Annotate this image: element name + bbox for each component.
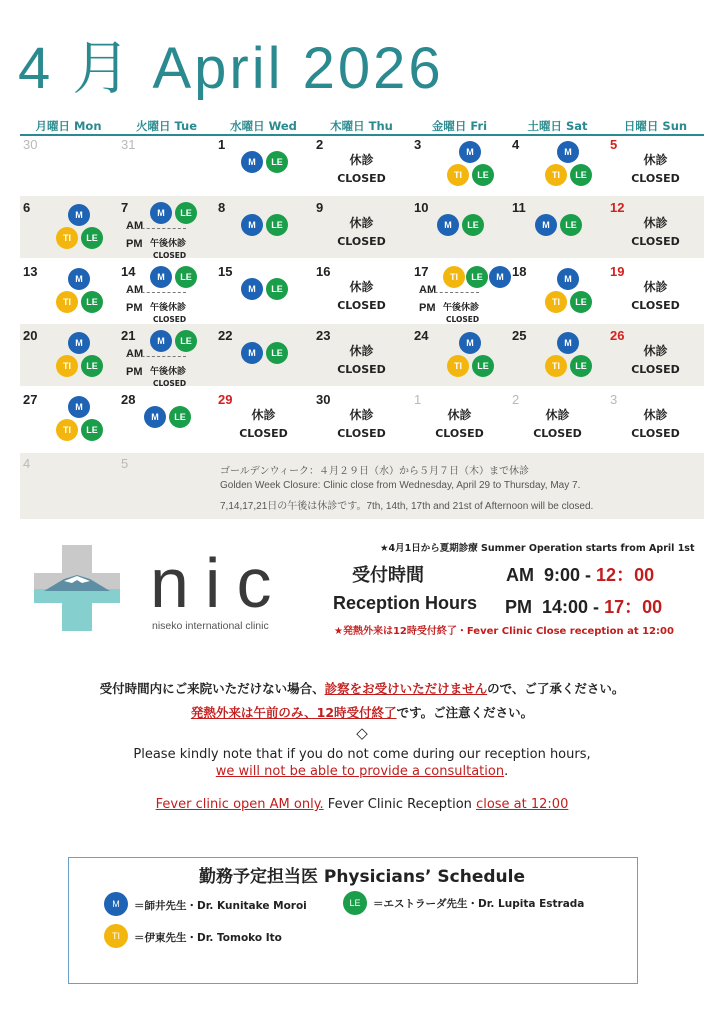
day-cell (118, 390, 215, 452)
day-number: 10 (414, 200, 429, 215)
day-number: 17 (414, 264, 429, 279)
le-badge: LE (81, 227, 103, 249)
diamond-separator: ◇ (356, 724, 368, 742)
message-emphasis: 診察をお受けいただけません (324, 681, 488, 696)
weekday-wed: 水曜日 Wed (230, 119, 297, 133)
day-cell (118, 198, 215, 260)
day-cell (607, 262, 704, 324)
closed-label-en: CLOSED (533, 427, 582, 440)
ti-badge: TI (56, 355, 78, 377)
golden-week-note-en: Golden Week Closure: Clinic close from Wednesday, April 29 to Thursday, May 7. (220, 480, 581, 491)
legend-m-badge: M (104, 892, 128, 916)
legend-m-text: ＝師井先生・Dr. Kunitake Moroi (134, 900, 307, 912)
pm-closed-en: CLOSED (446, 315, 480, 324)
pm-label: PM (419, 302, 436, 314)
day-cell (118, 262, 215, 324)
day-cell (607, 390, 704, 452)
day-number: 8 (218, 200, 226, 215)
closed-label-ja: 休診 (545, 408, 570, 422)
weekday-mon: 月曜日 Mon (35, 119, 102, 133)
day-cell (411, 326, 508, 388)
m-badge: M (557, 268, 579, 290)
ti-badge: TI (545, 164, 567, 186)
day-cell (607, 326, 704, 388)
ti-badge: TI (443, 266, 465, 288)
legend-le-text: ＝エストラーダ先生・Dr. Lupita Estrada (373, 898, 585, 910)
day-number: 23 (316, 328, 331, 343)
day-cell (509, 326, 606, 388)
m-badge: M (489, 266, 511, 288)
message-text: 受付時間内にご来院いただけない場合、 (99, 681, 325, 696)
day-cell (411, 262, 508, 324)
le-badge: LE (472, 164, 494, 186)
day-number: 14 (121, 264, 136, 279)
ti-badge: TI (56, 419, 78, 441)
clinic-logo-text: nic (150, 544, 288, 622)
day-number: 4 (23, 456, 31, 471)
m-badge: M (68, 332, 90, 354)
pm-label: PM (126, 302, 143, 314)
day-number: 31 (121, 137, 136, 152)
day-number: 24 (414, 328, 429, 343)
pm-closed-ja: 午後休診 (150, 367, 187, 377)
closed-label-ja: 休診 (643, 153, 668, 167)
closed-label-en: CLOSED (631, 172, 680, 185)
day-cell (509, 198, 606, 260)
afternoon-closed-note: 7,14,17,21日の午後は休診です。7th, 14th, 17th and 21st of Afternoon will be closed. (220, 501, 594, 512)
closed-label-ja: 休診 (447, 408, 472, 422)
reception-label-ja: 受付時間 (352, 565, 424, 585)
message-text: . (504, 764, 509, 779)
pm-hours (505, 593, 662, 619)
closed-label-en: CLOSED (631, 363, 680, 376)
day-cell (313, 262, 410, 324)
closed-label-en: CLOSED (337, 427, 386, 440)
message-emphasis: 発熱外来は午前のみ、12時受付終了 (190, 705, 397, 720)
weekday-sat: 土曜日 Sat (527, 119, 588, 133)
reception-label-en: Reception Hours (333, 593, 478, 613)
day-number: 20 (23, 328, 38, 343)
closed-label-en: CLOSED (631, 427, 680, 440)
le-badge: LE (570, 355, 592, 377)
ti-badge: TI (545, 355, 567, 377)
day-cell (215, 198, 312, 260)
m-badge: M (150, 202, 172, 224)
day-cell (20, 135, 117, 197)
day-cell (607, 135, 704, 197)
day-number: 19 (610, 264, 625, 279)
day-cell (509, 135, 606, 197)
pm-label: PM (126, 238, 143, 250)
closed-label-en: CLOSED (239, 427, 288, 440)
m-badge: M (68, 204, 90, 226)
message-text: Fever Clinic Reception (323, 797, 477, 812)
day-cell (215, 135, 312, 197)
day-cell (118, 326, 215, 388)
le-badge: LE (81, 419, 103, 441)
day-number: 30 (316, 392, 331, 407)
day-number: 4 (512, 137, 520, 152)
day-number: 1 (414, 392, 422, 407)
closed-label-ja: 休診 (349, 280, 374, 294)
am-label: AM (126, 348, 144, 360)
pm-label: PM (505, 597, 532, 617)
am-end: 12：00 (596, 565, 655, 585)
legend-ti-badge: TI (104, 924, 128, 948)
closed-label-ja: 休診 (349, 408, 374, 422)
am-divider (126, 292, 186, 293)
closed-label-ja: 休診 (251, 408, 276, 422)
day-number: 2 (316, 137, 324, 152)
le-badge: LE (266, 151, 288, 173)
day-cell (509, 262, 606, 324)
closed-label-en: CLOSED (337, 299, 386, 312)
day-cell (20, 326, 117, 388)
message-text: です。ご注意ください。 (396, 705, 534, 720)
day-cell (118, 135, 215, 197)
m-badge: M (557, 332, 579, 354)
pm-closed-en: CLOSED (153, 379, 187, 388)
pm-closed-ja: 午後休診 (150, 303, 187, 313)
ti-badge: TI (56, 291, 78, 313)
m-badge: M (241, 342, 263, 364)
legend-le-badge: LE (343, 891, 367, 915)
weekday-tue: 火曜日 Tue (135, 119, 198, 133)
day-cell (313, 390, 410, 452)
day-cell (607, 198, 704, 260)
day-cell (20, 390, 117, 452)
pm-closed-ja: 午後休診 (443, 303, 480, 313)
le-badge: LE (570, 291, 592, 313)
day-cell (20, 198, 117, 260)
am-divider (126, 356, 186, 357)
m-badge: M (557, 141, 579, 163)
day-number: 15 (218, 264, 233, 279)
closed-label-en: CLOSED (435, 427, 484, 440)
le-badge: LE (169, 406, 191, 428)
ti-badge: TI (56, 227, 78, 249)
le-badge: LE (472, 355, 494, 377)
closed-label-ja: 休診 (643, 344, 668, 358)
message-line-4 (0, 764, 724, 779)
day-cell (20, 454, 117, 516)
golden-week-note-ja: ゴールデンウィーク：４月２９日（水）から５月７日（木）まで休診 (220, 466, 529, 477)
day-cell (313, 198, 410, 260)
am-hours (506, 561, 654, 587)
page-title: 4 月 April 2026 (18, 36, 444, 101)
message-line-3: Please kindly note that if you do not come during our reception hours, (133, 747, 591, 762)
day-cell (411, 135, 508, 197)
ti-badge: TI (545, 291, 567, 313)
summer-operation-note: ★4月1日から夏期診療 Summer Operation starts from April 1st (380, 543, 695, 554)
closed-label-ja: 休診 (349, 216, 374, 230)
clinic-cross-logo (34, 545, 120, 631)
am-start: 9:00 - (544, 565, 597, 585)
le-badge: LE (266, 342, 288, 364)
fever-clinic-note: ★発熱外来は12時受付終了・Fever Clinic Close reception at 12:00 (334, 626, 674, 637)
closed-label-en: CLOSED (337, 235, 386, 248)
day-cell (118, 454, 215, 516)
le-badge: LE (175, 202, 197, 224)
pm-closed-en: CLOSED (153, 251, 187, 260)
closed-label-ja: 休診 (349, 153, 374, 167)
day-cell (411, 390, 508, 452)
m-badge: M (437, 214, 459, 236)
closed-label-en: CLOSED (337, 363, 386, 376)
day-number: 16 (316, 264, 331, 279)
day-number: 12 (610, 200, 625, 215)
day-number: 1 (218, 137, 226, 152)
pm-closed-en: CLOSED (153, 315, 187, 324)
am-label: AM (126, 220, 144, 232)
am-label: AM (419, 284, 437, 296)
am-divider (126, 228, 186, 229)
legend-title: 勤務予定担当医 Physicians’ Schedule (198, 867, 526, 887)
day-number: 28 (121, 392, 136, 407)
ti-badge: TI (447, 164, 469, 186)
day-number: 18 (512, 264, 527, 279)
m-badge: M (459, 141, 481, 163)
closed-label-ja: 休診 (643, 280, 668, 294)
m-badge: M (535, 214, 557, 236)
le-badge: LE (570, 164, 592, 186)
le-badge: LE (81, 355, 103, 377)
message-line-5 (0, 797, 724, 812)
day-number: 3 (610, 392, 618, 407)
am-label: AM (506, 565, 534, 585)
message-text: ので、ご了承ください。 (487, 681, 625, 696)
le-badge: LE (466, 266, 488, 288)
day-cell (215, 262, 312, 324)
m-badge: M (241, 151, 263, 173)
day-number: 13 (23, 264, 38, 279)
le-badge: LE (266, 214, 288, 236)
day-number: 30 (23, 137, 38, 152)
day-number: 2 (512, 392, 520, 407)
weekday-sun: 日曜日 Sun (623, 119, 688, 133)
message-emphasis: Fever clinic open AM only. (155, 797, 324, 812)
m-badge: M (68, 268, 90, 290)
am-divider (419, 292, 479, 293)
le-badge: LE (175, 266, 197, 288)
m-badge: M (241, 278, 263, 300)
pm-end: 17：00 (604, 597, 663, 617)
day-number: 25 (512, 328, 527, 343)
closed-label-ja: 休診 (643, 216, 668, 230)
day-cell (215, 390, 312, 452)
day-number: 3 (414, 137, 422, 152)
ti-badge: TI (447, 355, 469, 377)
day-cell (313, 326, 410, 388)
day-number: 22 (218, 328, 233, 343)
closed-label-ja: 休診 (643, 408, 668, 422)
message-line-2 (0, 703, 724, 721)
day-number: 27 (23, 392, 38, 407)
m-badge: M (144, 406, 166, 428)
m-badge: M (241, 214, 263, 236)
closed-label-en: CLOSED (631, 235, 680, 248)
day-number: 5 (121, 456, 129, 471)
day-cell (509, 390, 606, 452)
m-badge: M (150, 330, 172, 352)
am-label: AM (126, 284, 144, 296)
clinic-logo-subtitle: niseko international clinic (152, 620, 269, 632)
message-line-1 (0, 679, 724, 697)
le-badge: LE (462, 214, 484, 236)
day-number: 11 (512, 200, 526, 215)
pm-start: 14:00 - (542, 597, 605, 617)
closed-label-ja: 休診 (349, 344, 374, 358)
day-number: 26 (610, 328, 625, 343)
m-badge: M (150, 266, 172, 288)
day-number: 5 (610, 137, 618, 152)
day-number: 9 (316, 200, 324, 215)
closed-label-en: CLOSED (631, 299, 680, 312)
day-number: 7 (121, 200, 129, 215)
legend-ti-text: ＝伊東先生・Dr. Tomoko Ito (134, 932, 282, 944)
le-badge: LE (560, 214, 582, 236)
pm-closed-ja: 午後休診 (150, 239, 187, 249)
weekday-fri: 金曜日 Fri (431, 119, 488, 133)
m-badge: M (459, 332, 481, 354)
message-emphasis: close at 12:00 (476, 797, 569, 812)
weekday-thu: 木曜日 Thu (330, 119, 393, 133)
closed-label-en: CLOSED (337, 172, 386, 185)
pm-label: PM (126, 366, 143, 378)
day-cell (313, 135, 410, 197)
day-cell (411, 198, 508, 260)
day-number: 29 (218, 392, 233, 407)
day-number: 21 (121, 328, 136, 343)
message-emphasis: we will not be able to provide a consultation (215, 764, 505, 779)
le-badge: LE (175, 330, 197, 352)
m-badge: M (68, 396, 90, 418)
day-cell (215, 326, 312, 388)
le-badge: LE (266, 278, 288, 300)
day-cell (20, 262, 117, 324)
day-number: 6 (23, 200, 31, 215)
le-badge: LE (81, 291, 103, 313)
